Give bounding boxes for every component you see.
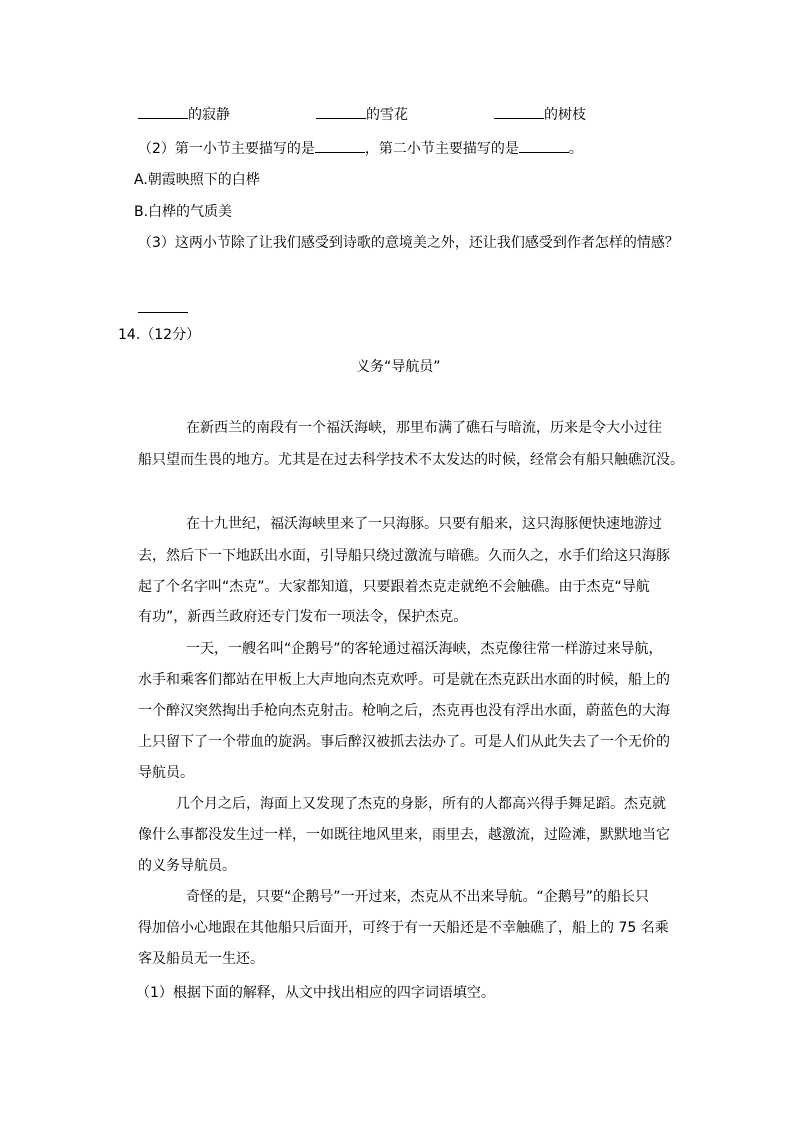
option-b: B.白桦的气质美	[134, 204, 233, 220]
passage-line: 几个月之后，海面上又发现了杰克的身影，所有的人都高兴得手舞足蹈。杰克就	[176, 796, 666, 812]
sub-question-3: （3）这两小节除了让我们感受到诗歌的意境美之外，还让我们感受到作者怎样的情感？	[138, 235, 679, 251]
blank-item-1: 的寂静	[138, 104, 230, 125]
answer-blank[interactable]	[316, 104, 366, 119]
passage-line: 船只望而生畏的地方。尤其是在过去科学技术不太发达的时候，经常会有船只触礁沉没。	[138, 452, 684, 468]
question-number: 14.（12分）	[118, 327, 201, 343]
passage-line: 得加倍小心地跟在其他船只后面开，可终于有一天船还是不幸触礁了，船上的 75 名乘	[138, 920, 669, 936]
answer-blank[interactable]	[138, 104, 188, 119]
passage-line: 上只留下了一个带血的旋涡。事后醉汉被抓去法办了。可是人们从此失去了一个无价的	[138, 734, 670, 750]
passage-line: 在新西兰的南段有一个福沃海峡，那里布满了礁石与暗流，历来是令大小过往	[186, 420, 662, 436]
passage-line: 客及船员无一生还。	[138, 951, 264, 967]
passage-line: 在十九世纪，福沃海峡里来了一只海豚。只要有船来，这只海豚便快速地游过	[186, 516, 662, 532]
answer-blank[interactable]	[494, 104, 544, 119]
passage-line: 一天，一艘名叫“企鹅号”的客轮通过福沃海峡，杰克像往常一样游过来导航，	[186, 641, 663, 657]
passage-line: 像什么事都没发生过一样，一如既往地风里来，雨里去，越激流，过险滩，默默地当它	[138, 827, 670, 843]
blank-item-3: 的树枝	[494, 104, 586, 125]
passage-title: 义务“导航员”	[356, 359, 441, 375]
passage-line: 有功”，新西兰政府还专门发布一项法令，保护杰克。	[138, 609, 468, 625]
sub-question-2: （2）第一小节主要描写的是 ，第二小节主要描写的是 。	[138, 138, 583, 159]
sub-question-1: （1）根据下面的解释，从文中找出相应的四字词语填空。	[136, 985, 495, 1001]
option-a: A.朝霞映照下的白桦	[134, 172, 260, 188]
passage-line: 起了个名字叫“杰克”。大家都知道，只要跟着杰克走就绝不会触礁。由于杰克“导航	[138, 579, 650, 595]
passage-line: 奇怪的是，只要“企鹅号”一开过来，杰克从不出来导航。“企鹅号”的船长只	[186, 889, 650, 905]
passage-line: 一个醉汉突然掏出手枪向杰克射击。枪响之后，杰克再也没有浮出水面，蔚蓝色的大海	[138, 703, 670, 719]
passage-line: 水手和乘客们都站在甲板上大声地向杰克欢呼。可是就在杰克跃出水面的时候，船上的	[138, 672, 670, 688]
answer-blank[interactable]	[315, 138, 365, 153]
passage-line: 导航员。	[138, 765, 194, 781]
passage-line: 的义务导航员。	[138, 858, 236, 874]
passage-line: 去，然后下一下地跃出水面，引导船只绕过激流与暗礁。久而久之，水手们给这只海豚	[138, 548, 670, 564]
answer-blank[interactable]	[138, 312, 188, 313]
answer-blank[interactable]	[519, 138, 569, 153]
blank-item-2: 的雪花	[316, 104, 408, 125]
